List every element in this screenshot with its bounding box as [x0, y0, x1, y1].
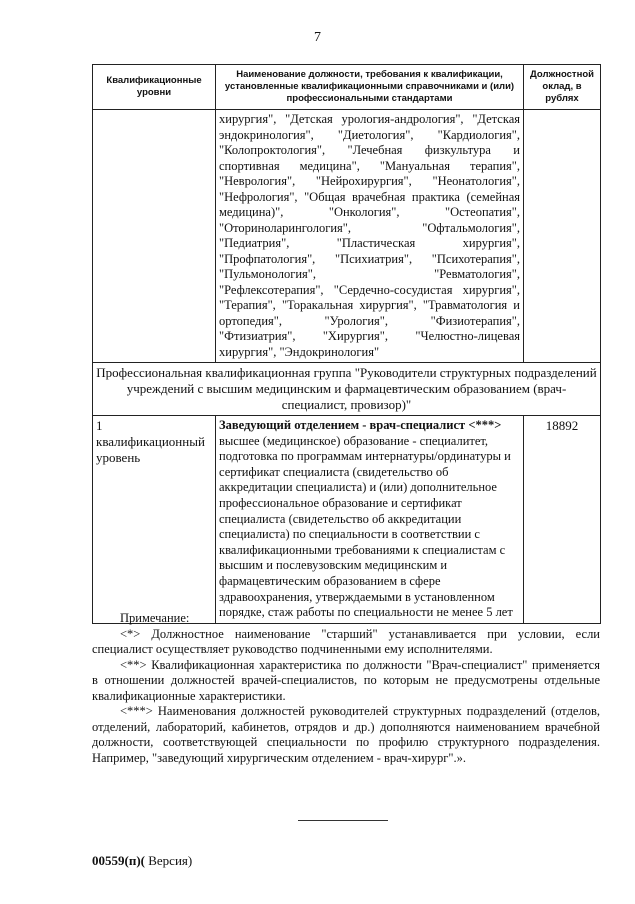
footer — [92, 853, 192, 869]
cell-level: 1 квалификационный уровень — [93, 416, 216, 624]
note-2: <**> Квалификационная характеристика по должности "Врач-специалист" применяется в отношении должностей врачей-специалистов, по которым не предусмотрены отдельные квалификационные характеристики. — [92, 657, 600, 703]
specialty-line: эндокринология", "Диетология", "Кардиология", — [219, 127, 520, 142]
cell-position — [216, 416, 524, 624]
table-row-group — [93, 363, 601, 416]
specialty-line: ортопедия", "Урология", "Физиотерапия", — [219, 313, 520, 328]
specialty-line: спортивная медицина", "Мануальная терапия", — [219, 158, 520, 173]
group-title: Профессиональная квалификационная группа "Руководители структурных подразделений учреждений с высшим медицинским и фармацевтическим образованием (врач-специалист, провизор)" — [93, 363, 601, 416]
cell-specialties-continued — [216, 110, 524, 363]
specialty-line: "Пульмонология", "Ревматология", — [219, 267, 520, 281]
specialty-line: "Профпатология", "Психиатрия", "Психотерапия", — [219, 251, 520, 266]
position-requirements: высшее (медицинское) образование - специалитет, подготовка по программам интернатуры/ординатуры и сертификат специалиста (свидетельство об аккредитации специалиста) и (или) дополнительное профессиональное образование и сертификат специалиста (свидетельство об аккредитации специалиста) по специальности в соответствии с квалификационными требованиями к специалистам с высшим и послевузовским медицинским и фармацевтическим образованием в сфере здравоохранения, утверждаемыми в установленном порядке, стаж работы по специальности не менее 5 лет — [219, 433, 513, 620]
header-position: Наименование должности, требования к квалификации, установленные квалификационными справочниками и (или) профессиональными стандартами — [216, 65, 524, 110]
footer-version: Версия) — [144, 853, 193, 868]
table-row-continued — [93, 110, 601, 363]
specialty-line: "Рефлексотерапия", "Сердечно-сосудистая хирургия", — [219, 282, 520, 297]
qualification-table — [92, 64, 601, 624]
header-level: Квалификационные уровни — [93, 65, 216, 110]
specialty-line: "Нефрология", "Общая врачебная практика (семейная — [219, 189, 520, 204]
divider-line — [298, 820, 388, 821]
table-header-row — [93, 65, 601, 110]
note-1: <*> Должностное наименование "старший" устанавливается при условии, если специалист осуществляет руководство подчиненными ему исполнителями. — [92, 626, 600, 656]
table-row-level-1 — [93, 416, 601, 624]
specialty-line: "Терапия", "Торакальная хирургия", "Травматология и — [219, 298, 520, 312]
notes-section — [92, 611, 600, 766]
specialty-line: "Неврология", "Нейрохирургия", "Неонатология", — [219, 174, 520, 188]
specialty-line: медицина)", "Онкология", "Остеопатия", — [219, 205, 520, 219]
cell-empty-level — [93, 110, 216, 363]
note-3: <***> Наименования должностей руководителей структурных подразделений (отделов, отделений, лабораторий, кабинетов, отрядов и др.) дополняются наименованием врачебной должности, соответствующей специальности по профилю структурного подразделения. Например, "заведующий хирургическим отделением - врач-хирург".». — [92, 704, 600, 765]
specialty-line: "Педиатрия", "Пластическая хирургия", — [219, 236, 520, 250]
specialty-line: "Оториноларингология", "Офтальмология", — [219, 220, 520, 235]
cell-salary: 18892 — [524, 416, 601, 624]
specialty-line: "Колопроктология", "Лечебная физкультура и — [219, 143, 520, 157]
specialty-line: "Фтизиатрия", "Хирургия", "Челюстно-лицевая — [219, 329, 520, 343]
specialty-line: хирургия", "Эндокринология" — [219, 344, 380, 359]
specialty-line: хирургия", "Детская урология-андрология", "Детская — [219, 112, 520, 126]
footer-code: 00559(п)( — [92, 853, 145, 868]
header-salary: Должностной оклад, в рублях — [524, 65, 601, 110]
cell-empty-salary — [524, 110, 601, 363]
page-number: 7 — [314, 30, 321, 45]
notes-title: Примечание: — [120, 611, 190, 625]
position-title: Заведующий отделением - врач-специалист <***> — [219, 418, 502, 432]
